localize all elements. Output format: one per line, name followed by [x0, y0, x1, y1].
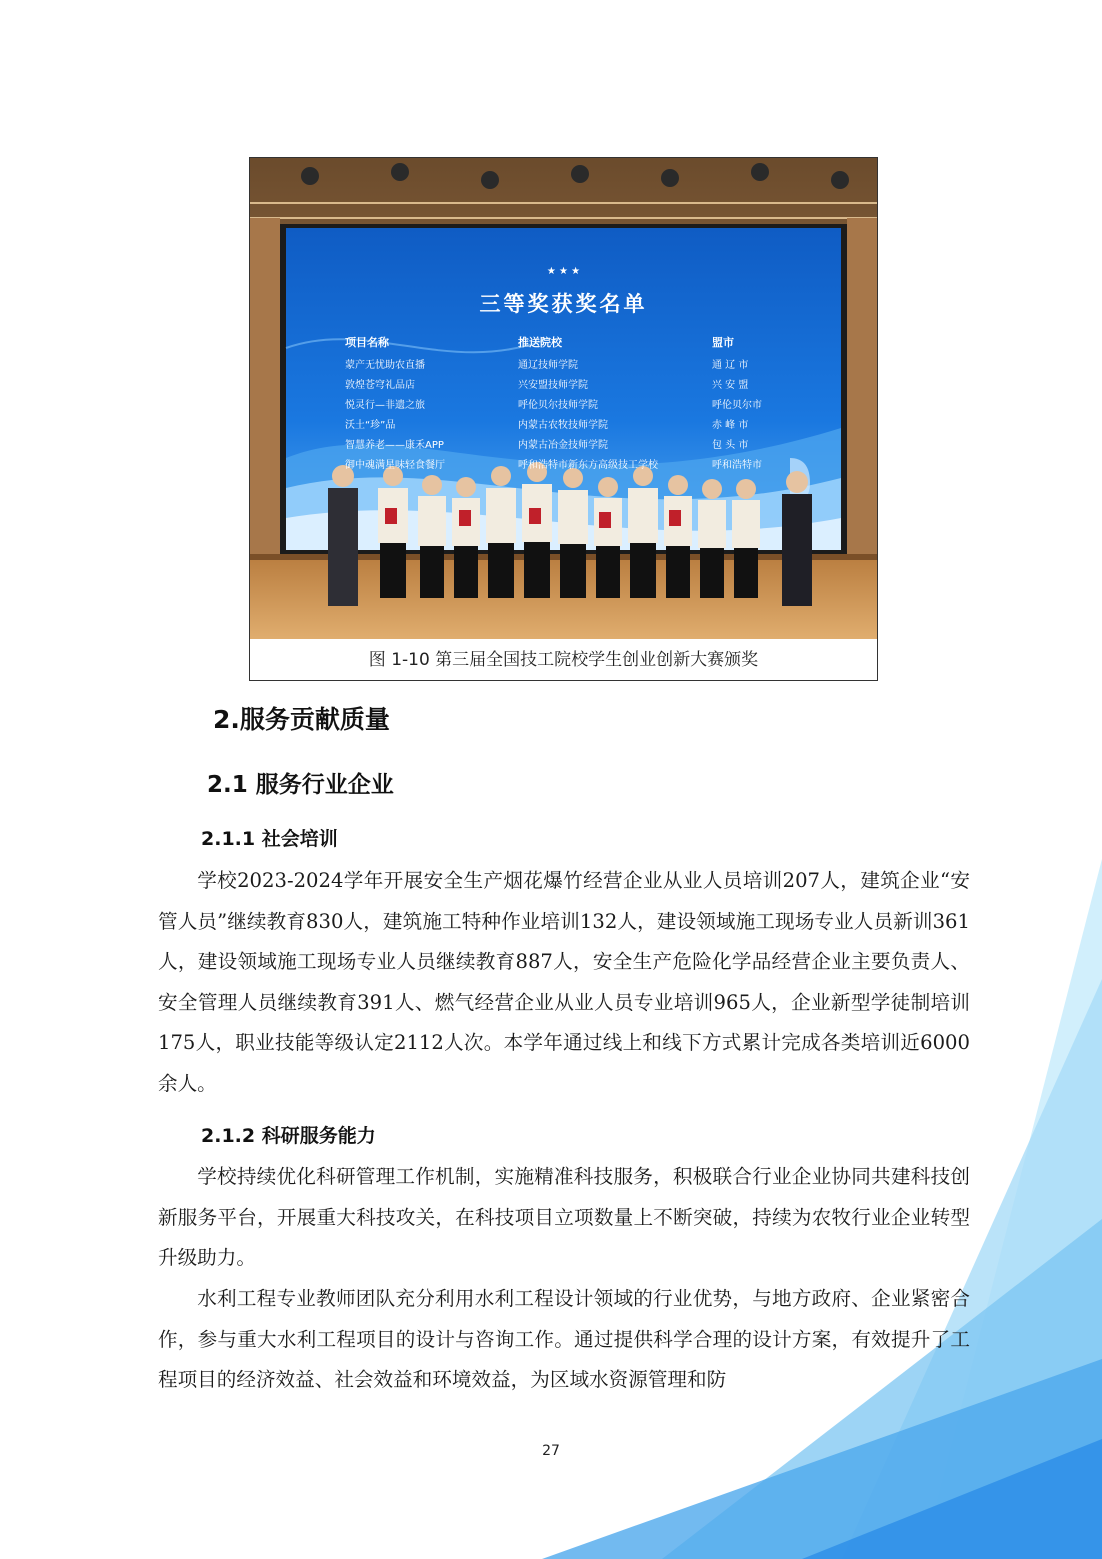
- screen-cell: 通辽技师学院: [518, 360, 578, 371]
- screen-cell: 呼和浩特市: [712, 460, 762, 471]
- screen-cell: 包 头 市: [712, 440, 749, 451]
- screen-cell: 赤 峰 市: [712, 420, 749, 431]
- screen-cell: 呼伦贝尔市: [712, 400, 762, 411]
- award-ceremony-photo: [250, 158, 877, 639]
- subsection-heading: 2.1 服务行业企业: [207, 772, 394, 798]
- subsubsection-heading-research: 2.1.2 科研服务能力: [201, 1125, 376, 1147]
- screen-cell: 御中魂满星味轻食餐厅: [345, 460, 445, 471]
- screen-cell: 悦灵行—非遗之旅: [345, 400, 425, 411]
- screen-cell: 内蒙古农牧技师学院: [518, 420, 608, 431]
- figure-caption: 图 1-10 第三届全国技工院校学生创业创新大赛颁奖: [368, 650, 759, 670]
- screen-cell: 智慧养老——康禾APP: [345, 440, 444, 451]
- screen-cell: 兴 安 盟: [712, 380, 749, 391]
- screen-cell: 通 辽 市: [712, 360, 749, 371]
- screen-header-city: 盟市: [712, 336, 734, 349]
- screen-cell: 呼伦贝尔技师学院: [518, 400, 598, 411]
- screen-column-projects: [345, 334, 445, 476]
- section-heading: 2.服务贡献质量: [213, 705, 390, 734]
- screen-column-cities: [712, 334, 762, 476]
- screen-header-project: 项目名称: [345, 336, 389, 349]
- page-number: 27: [542, 1443, 560, 1459]
- screen-header-school: 推送院校: [518, 336, 562, 349]
- paragraph-social-training: 学校2023-2024学年开展安全生产烟花爆竹经营企业从业人员培训207人，建筑企业“安管人员”继续教育830人，建筑施工特种作业培训132人，建设领域施工现场专业人员新训361人，建设领域施工现场专业人员继续教育887人，安全生产危险化学品经营企业主要负责人、安全管理人员继续教育391人、燃气经营企业从业人员专业培训965人，企业新型学徒制培训175人，职业技能等级认定2112人次。本学年通过线上和线下方式累计完成各类培训近6000余人。: [158, 869, 970, 1095]
- screen-cell: 蒙产无忧助农直播: [345, 360, 425, 371]
- screen-column-schools: [518, 334, 658, 476]
- screen-cell: 沃土“珍”品: [345, 420, 396, 431]
- screen-cell: 内蒙古冶金技师学院: [518, 440, 608, 451]
- screen-cell: 呼和浩特市新东方高级技工学校: [518, 460, 658, 471]
- screen-cell: 敦煌苍穹礼品店: [345, 380, 415, 391]
- paragraph-research-intro: 学校持续优化科研管理工作机制，实施精准科技服务，积极联合行业企业协同共建科技创新服务平台，开展重大科技攻关，在科技项目立项数量上不断突破，持续为农牧行业企业转型升级助力。: [158, 1165, 970, 1270]
- subsubsection-heading-training: 2.1.1 社会培训: [201, 828, 338, 850]
- screen-title: 三等奖获奖名单: [479, 292, 648, 316]
- figure-award-photo: [249, 157, 878, 681]
- paragraph-water-engineering: 水利工程专业教师团队充分利用水利工程设计领域的行业优势，与地方政府、企业紧密合作，参与重大水利工程项目的设计与咨询工作。通过提供科学合理的设计方案，有效提升了工程项目的经济效益、社会效益和环境效益，为区域水资源管理和防: [158, 1287, 970, 1392]
- screen-cell: 兴安盟技师学院: [518, 380, 588, 391]
- screen-stars: ★ ★ ★: [546, 266, 581, 277]
